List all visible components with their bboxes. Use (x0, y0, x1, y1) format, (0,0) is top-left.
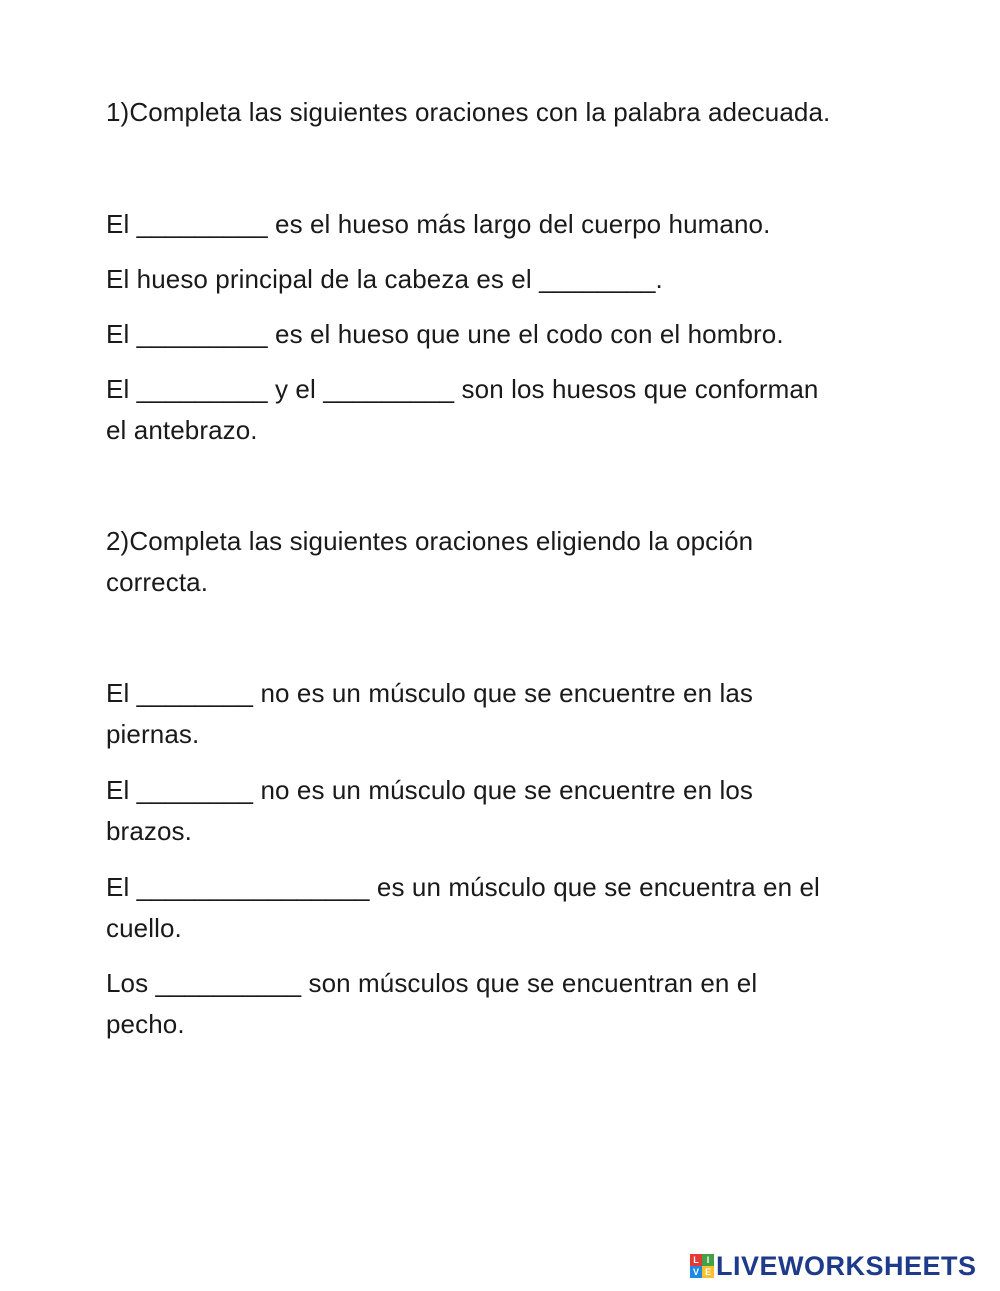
liveworksheets-logo (690, 1249, 977, 1283)
liveworksheets-logo-text: LIVEWORKSHEETS (716, 1250, 977, 1281)
logo-mark-letter-e: E (702, 1266, 714, 1278)
section-1-heading: 1)Completa las siguientes oraciones con la palabra adecuada. (106, 97, 831, 127)
liveworksheets-logo-icon (690, 1254, 714, 1278)
section-2-sentence-2: El ________ no es un músculo que se encuentre en los brazos. (106, 775, 753, 846)
section-2-sentence-3: El ________________ es un músculo que se encuentra en el cuello. (106, 872, 820, 943)
section-1-sentence-1: El _________ es el hueso más largo del cuerpo humano. (106, 209, 771, 239)
logo-mark-letter-v: V (690, 1266, 702, 1278)
section-2-sentence-4: Los __________ son músculos que se encuentran en el pecho. (106, 968, 758, 1039)
section-1-sentence-2: El hueso principal de la cabeza es el ________. (106, 264, 663, 294)
logo-mark-letter-i: I (702, 1254, 714, 1266)
section-1-sentence-4: El _________ y el _________ son los huesos que conforman el antebrazo. (106, 374, 819, 445)
section-1-sentence-3: El _________ es el hueso que une el codo con el hombro. (106, 319, 784, 349)
section-2-sentence-1: El ________ no es un músculo que se encuentre en las piernas. (106, 678, 753, 749)
section-2-heading: 2)Completa las siguientes oraciones eligiendo la opción correcta. (106, 526, 754, 597)
logo-mark-letter-l: L (690, 1254, 702, 1266)
